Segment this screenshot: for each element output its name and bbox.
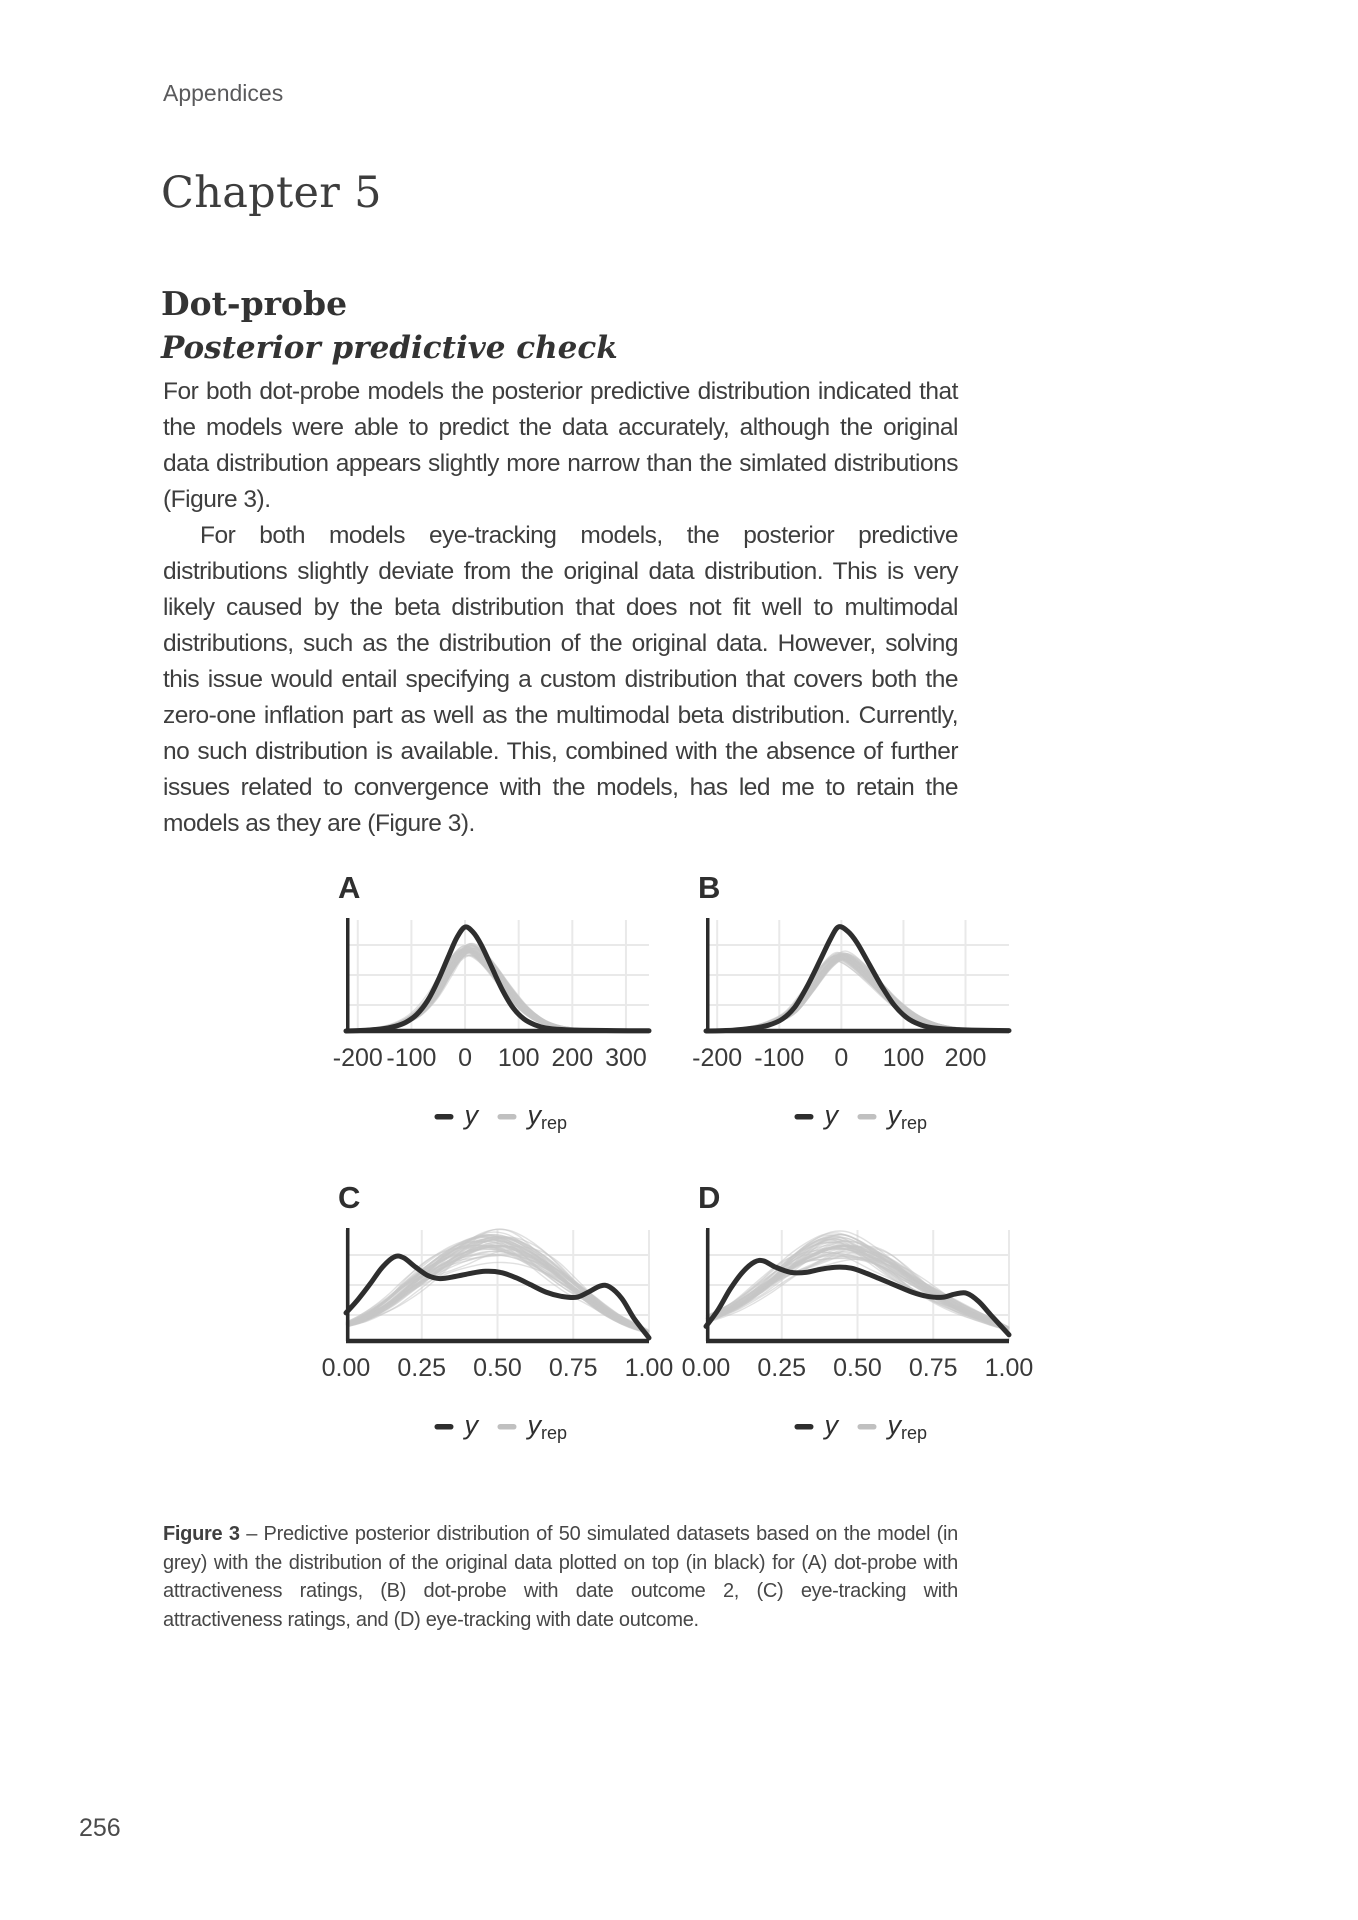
x-tick-label: 200 [944, 1044, 987, 1072]
sim-curve [346, 946, 645, 1031]
panel-label: C [338, 1180, 361, 1215]
x-tick-label: 100 [497, 1044, 540, 1072]
x-tick-label: -200 [332, 1044, 383, 1072]
paragraph: For both models eye-tracking models, the posterior predictive distributions slightly deviate from the original data distribution. This is very likely caused by the beta distribution that does not fit well to multimodal distributions, such as the distribution of the original data. However, solving this issue would entail specifying a custom distribution that covers both the zero-one inflation part as well as the multimodal beta distribution. Currently, no such distribution is available. This, combined with the absence of further issues related to convergence with the models, has led me to retain the models as they are (Figure 3). [163, 522, 958, 837]
x-tick-label: 0.50 [833, 1354, 882, 1382]
figure-caption [163, 1520, 958, 1634]
sim-curve [346, 949, 647, 1031]
sim-curve [347, 950, 649, 1030]
legend-swatch-yrep [498, 1424, 517, 1430]
sim-curve [346, 950, 645, 1030]
x-tick-label: 0.25 [397, 1354, 447, 1382]
sim-curve [346, 947, 649, 1031]
legend-label-y: y [824, 1410, 838, 1440]
sim-curve [346, 949, 646, 1031]
sim-curve [346, 1255, 644, 1332]
section-title: Dot-probe [161, 284, 348, 323]
x-tick-label: 0.25 [757, 1354, 807, 1382]
legend-swatch-yrep [858, 1424, 877, 1430]
sim-curve [348, 948, 649, 1031]
sim-curve [346, 952, 646, 1031]
sim-curve [346, 949, 644, 1030]
sim-curve [346, 946, 645, 1031]
density-plot-panel-d [658, 1180, 1062, 1450]
x-tick-label: 1.00 [984, 1354, 1034, 1382]
data-curve [706, 927, 1009, 1031]
legend-swatch-y [435, 1424, 454, 1430]
sim-curve [348, 950, 649, 1031]
sim-curve [347, 952, 649, 1031]
paragraph: For both dot-probe models the posterior predictive distribution indicated that the models were able to predict the data accurately, although the original data distribution appears slightly more narrow than the simlated distributions (Figure 3). [163, 378, 958, 513]
sim-curve [348, 946, 649, 1030]
panel-label: A [338, 870, 361, 905]
sim-curve [346, 951, 645, 1031]
sim-curve [346, 949, 644, 1031]
sim-curve [349, 950, 650, 1030]
chapter-title: Chapter 5 [161, 168, 382, 218]
legend-label-y: y [824, 1100, 838, 1130]
legend-swatch-y [795, 1424, 814, 1430]
page-number: 256 [79, 1814, 121, 1842]
sim-curve [346, 948, 646, 1030]
panel-label: D [698, 1180, 721, 1215]
figure-caption-label: Figure 3 [163, 1523, 240, 1545]
sim-curve [346, 950, 649, 1031]
x-tick-label: 0.00 [321, 1354, 371, 1382]
legend-label-yrep: yrep [887, 1100, 928, 1133]
x-tick-label: 0.75 [908, 1354, 958, 1382]
x-tick-label: 0.50 [473, 1354, 522, 1382]
sim-curve [346, 948, 645, 1031]
sim-curve [347, 950, 649, 1031]
sim-curve [347, 946, 649, 1030]
sim-curve [349, 951, 649, 1031]
body-text [163, 374, 958, 842]
legend-label-yrep: yrep [527, 1100, 568, 1133]
subsection-title: Posterior predictive check [161, 330, 618, 366]
x-tick-label: -100 [386, 1044, 437, 1072]
x-tick-label: -100 [754, 1044, 805, 1072]
x-tick-label: 0 [458, 1044, 473, 1072]
x-tick-label: 0 [834, 1044, 849, 1072]
sim-curve [346, 950, 648, 1031]
sim-curve [351, 951, 649, 1030]
sim-curve [349, 950, 649, 1031]
legend-label-yrep: yrep [887, 1410, 928, 1443]
figure-caption-text: – Predictive posterior distribution of 50 simulated datasets based on the model (in grey) with the distribution of the original data plotted on top (in black) for (A) dot-probe with attractiveness ratings, (B) dot-probe with date outcome 2, (C) eye-tracking with attractiveness ratings, and (D) eye-tracking with date outcome. [163, 1523, 958, 1631]
sim-curve [346, 950, 645, 1031]
legend-swatch-y [795, 1114, 814, 1120]
legend-label-y: y [464, 1100, 478, 1130]
x-tick-label: 100 [882, 1044, 925, 1072]
sim-curve [348, 952, 649, 1030]
x-tick-label: -200 [692, 1044, 743, 1072]
panel-label: B [698, 870, 721, 905]
legend-label-yrep: yrep [527, 1410, 568, 1443]
sim-curve [346, 945, 649, 1031]
running-header: Appendices [163, 80, 284, 106]
x-tick-label: 0.75 [548, 1354, 598, 1382]
data-curve [346, 927, 649, 1031]
x-tick-label: 200 [551, 1044, 594, 1072]
sim-curve [349, 951, 649, 1030]
sim-curve [706, 959, 1004, 1031]
density-plot-panel-c [298, 1180, 702, 1450]
sim-curve [346, 948, 649, 1030]
sim-curve [346, 951, 646, 1030]
x-tick-label: 0.00 [681, 1354, 731, 1382]
sim-curve [346, 950, 645, 1031]
x-tick-label: 1.00 [624, 1354, 674, 1382]
sim-curve [346, 948, 648, 1031]
x-tick-label: 300 [605, 1044, 647, 1072]
legend-swatch-yrep [498, 1114, 517, 1120]
sim-curve [350, 955, 650, 1030]
sim-curve [346, 949, 645, 1031]
sim-curve [706, 958, 1004, 1031]
legend-swatch-yrep [858, 1114, 877, 1120]
legend-swatch-y [435, 1114, 454, 1120]
sim-curve [346, 950, 648, 1031]
sim-curve [711, 956, 1009, 1030]
density-plot-panel-b [658, 870, 1062, 1140]
density-plot-panel-a [298, 870, 702, 1140]
sim-curve [347, 944, 649, 1031]
legend-label-y: y [464, 1410, 478, 1440]
